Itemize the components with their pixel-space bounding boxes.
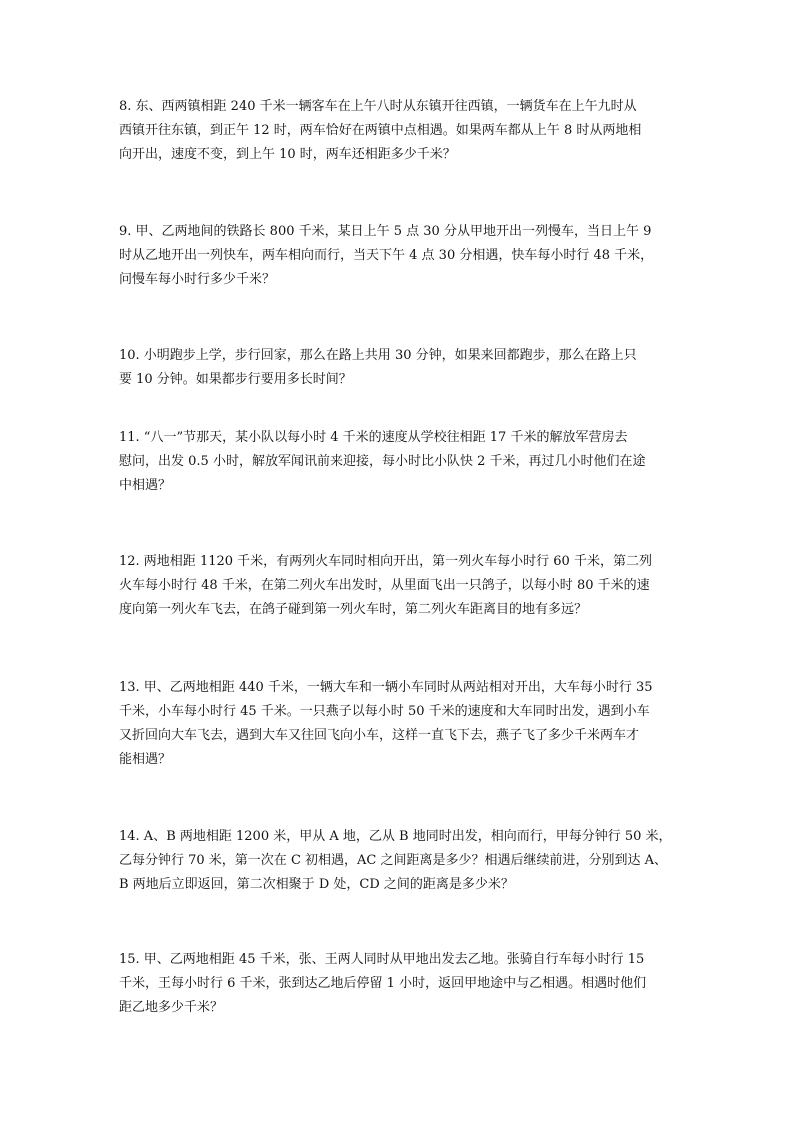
problem-8-line-2: 西镇开往东镇，到正午 12 时，两车恰好在两镇中点相遇。如果两车都从上午 8 时从两地相 <box>119 123 642 138</box>
problem-11-line-2: 慰问，出发 0.5 小时，解放军闻讯前来迎接，每小时比小队快 2 千米，再过几小时他们在途 <box>119 454 646 469</box>
problem-15-line-1: 15. 甲、乙两地相距 45 千米，张、王两人同时从甲地出发去乙地。张骑自行车每小时行 15 <box>119 952 645 967</box>
problem-11-line-3: 中相遇？ <box>119 478 172 493</box>
problem-14 <box>119 825 679 897</box>
problem-11 <box>119 426 679 498</box>
problem-14-line-1: 14. A、B 两地相距 1200 米，甲从 A 地，乙从 B 地同时出发，相向而行，甲每分钟行 50 米， <box>119 829 672 844</box>
problem-12 <box>119 550 679 622</box>
problem-8-line-1: 8. 东、西两镇相距 240 千米一辆客车在上午八时从东镇开往西镇，一辆货车在上午九时从 <box>119 99 637 114</box>
problem-13-line-1: 13. 甲、乙两地相距 440 千米，一辆大车和一辆小车同时从两站相对开出，大车每小时行 35 <box>119 680 653 695</box>
problem-15-line-2: 千米，王每小时行 6 千米，张到达乙地后停留 1 小时，返回甲地途中与乙相遇。相遇时他们 <box>119 976 647 991</box>
problem-13-line-4: 能相遇？ <box>119 752 172 767</box>
problem-14-line-3: B 两地后立即返回，第二次相聚于 D 处，CD 之间的距离是多少米？ <box>119 877 514 892</box>
problem-13-line-2: 千米，小车每小时行 45 千米。一只燕子以每小时 50 千米的速度和大车同时出发，遇到小车 <box>119 704 650 719</box>
problem-8 <box>119 95 679 167</box>
problem-15-line-3: 距乙地多少千米？ <box>119 1000 224 1015</box>
problem-15 <box>119 948 679 1020</box>
problem-12-line-3: 度向第一列火车飞去，在鸽子碰到第一列火车时，第二列火车距离目的地有多远？ <box>119 602 588 617</box>
problem-9-line-2: 时从乙地开出一列快车，两车相向而行，当天下午 4 点 30 分相遇，快车每小时行 48 千米， <box>119 248 654 263</box>
problem-14-line-2: 乙每分钟行 70 米，第一次在 C 初相遇，AC 之间距离是多少？相遇后继续前进，分别到达 A、 <box>119 853 668 868</box>
problem-11-line-1: 11. “八一”节那天，某小队以每小时 4 千米的速度从学校往相距 17 千米的解放军营房去 <box>119 430 628 445</box>
problem-9 <box>119 220 679 292</box>
problem-13 <box>119 676 679 772</box>
problem-13-line-3: 又折回向大车飞去，遇到大车又往回飞向小车，这样一直飞下去，燕子飞了多少千米两车才 <box>119 728 640 743</box>
problem-12-line-2: 火车每小时行 48 千米，在第二列火车出发时，从里面飞出一只鸽子，以每小时 80 千米的速 <box>119 578 650 593</box>
problem-10-line-1: 10. 小明跑步上学，步行回家，那么在路上共用 30 分钟，如果来回都跑步，那么在路上只 <box>119 348 637 363</box>
problem-10-line-2: 要 10 分钟。如果都步行要用多长时间？ <box>119 372 352 387</box>
problem-10 <box>119 344 679 392</box>
problem-9-line-1: 9. 甲、乙两地间的铁路长 800 千米，某日上午 5 点 30 分从甲地开出一列慢车，当日上午 9 <box>119 224 652 239</box>
problem-8-line-3: 向开出，速度不变，到上午 10 时，两车还相距多少千米？ <box>119 147 456 162</box>
problem-12-line-1: 12. 两地相距 1120 千米，有两列火车同时相向开出，第一列火车每小时行 60 千米，第二列 <box>119 554 652 569</box>
problem-9-line-3: 问慢车每小时行多少千米？ <box>119 272 276 287</box>
